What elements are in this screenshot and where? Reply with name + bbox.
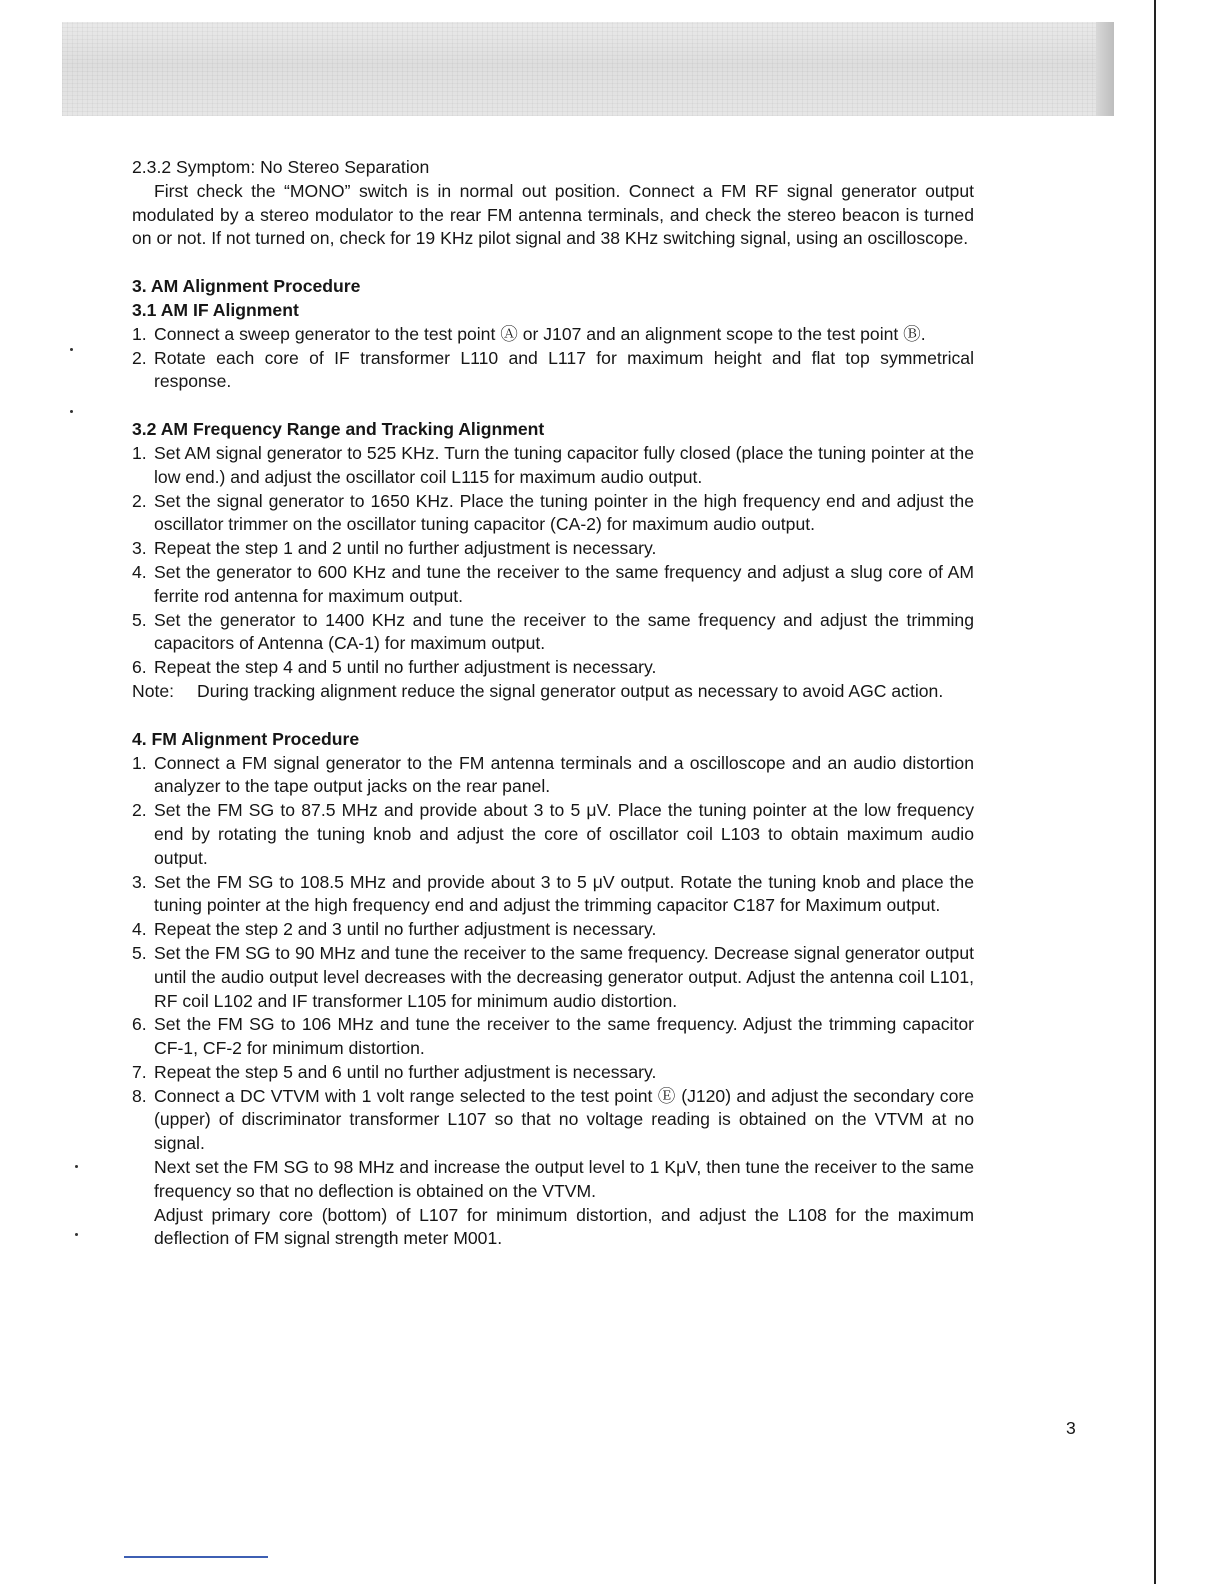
item-number: 2. bbox=[132, 490, 147, 511]
section-3 bbox=[132, 275, 974, 704]
note-label: Note: bbox=[132, 680, 175, 701]
list-item bbox=[132, 1061, 974, 1085]
procedure-list bbox=[132, 752, 974, 1252]
subsection-heading: 3.1 AM IF Alignment bbox=[132, 299, 299, 320]
item-text: Connect a FM signal generator to the FM antenna terminals and a oscilloscope and an audio distortion analyzer to the tape output jacks on the rear panel. bbox=[154, 752, 974, 797]
list-item bbox=[132, 656, 974, 680]
item-text: Repeat the step 4 and 5 until no further adjustment is necessary. bbox=[154, 657, 657, 678]
document-body bbox=[132, 156, 974, 1251]
item-continuation: Next set the FM SG to 98 MHz and increase the output level to 1 KμV, then tune the receiver to the same frequency so that no deflection is obtained on the VTVM. bbox=[154, 1157, 974, 1201]
item-number: 3. bbox=[132, 538, 147, 559]
item-text: Connect a sweep generator to the test point Ⓐ or J107 and an alignment scope to the test point Ⓑ. bbox=[154, 323, 926, 344]
section-4 bbox=[132, 728, 974, 1252]
item-text: Set the FM SG to 108.5 MHz and provide about 3 to 5 μV output. Rotate the tuning knob and place the tuning pointer at the high frequency end and adjust the trimming capacitor C187 for Maximum output. bbox=[154, 871, 974, 916]
item-number: 3. bbox=[132, 871, 147, 892]
item-text: Repeat the step 1 and 2 until no further adjustment is necessary. bbox=[154, 538, 657, 559]
item-text: Set the generator to 1400 KHz and tune the receiver to the same frequency and adjust the trimming capacitors of Antenna (CA-1) for maximum output. bbox=[154, 609, 974, 654]
list-item bbox=[132, 942, 974, 1013]
page-number: 3 bbox=[1066, 1418, 1076, 1438]
item-text: Rotate each core of IF transformer L110 and L117 for maximum height and flat top symmetrical response. bbox=[154, 347, 974, 392]
list-item bbox=[132, 1085, 974, 1252]
subsection-heading: 3.2 AM Frequency Range and Tracking Alignment bbox=[132, 419, 545, 440]
item-number: 4. bbox=[132, 561, 147, 582]
list-item bbox=[132, 1013, 974, 1061]
item-text: Set the FM SG to 87.5 MHz and provide about 3 to 5 μV. Place the tuning pointer at the low frequency end by rotating the tuning knob and adjust the core of oscillator coil L103 to obtain maximum audio output. bbox=[154, 800, 974, 868]
list-item bbox=[132, 752, 974, 800]
margin-dot bbox=[70, 410, 73, 413]
margin-dot bbox=[75, 1165, 78, 1168]
list-item bbox=[132, 537, 974, 561]
item-number: 6. bbox=[132, 657, 147, 678]
paragraph: First check the “MONO” switch is in normal out position. Connect a FM RF signal generator output modulated by a stereo modulator to the rear FM antenna terminals, and check the stereo beacon is turned on or not. If not turned on, check for 19 KHz pilot signal and 38 KHz switching signal, using an oscilloscope. bbox=[132, 180, 974, 249]
list-item bbox=[132, 799, 974, 870]
item-text: Set the generator to 600 KHz and tune the receiver to the same frequency and adjust a slug core of AM ferrite rod antenna for maximum output. bbox=[154, 561, 974, 606]
item-number: 2. bbox=[132, 800, 147, 821]
list-item bbox=[132, 561, 974, 609]
item-continuation: Adjust primary core (bottom) of L107 for minimum distortion, and adjust the L108 for the maximum deflection of FM signal strength meter M001. bbox=[154, 1204, 974, 1249]
page-edge-line bbox=[1154, 0, 1156, 1584]
item-number: 2. bbox=[132, 347, 147, 368]
section-heading: 4. FM Alignment Procedure bbox=[132, 728, 360, 749]
item-text: Set AM signal generator to 525 KHz. Turn the tuning capacitor fully closed (place the tuning pointer at the low end.) and adjust the oscillator coil L115 for maximum audio output. bbox=[154, 442, 974, 487]
item-text: Set the FM SG to 106 MHz and tune the receiver to the same frequency. Adjust the trimming capacitor CF-1, CF-2 for minimum distortion. bbox=[154, 1014, 974, 1059]
list-item bbox=[132, 323, 974, 347]
item-text: Connect a DC VTVM with 1 volt range selected to the test point Ⓔ (J120) and adjust the secondary core (upper) of discriminator transformer L107 so that no voltage reading is obtained on the VTVM at no signal. bbox=[154, 1085, 974, 1154]
item-text: Set the FM SG to 90 MHz and tune the receiver to the same frequency. Decrease signal generator output until the audio output level decreases with the decreasing generator output. Adjust the antenna coil L101, RF coil L102 and IF transformer L105 for minimum audio distortion. bbox=[154, 942, 974, 1011]
list-item bbox=[132, 918, 974, 942]
procedure-list bbox=[132, 323, 974, 394]
margin-dot bbox=[70, 348, 73, 351]
procedure-list bbox=[132, 442, 974, 680]
list-item bbox=[132, 609, 974, 657]
item-text: Repeat the step 2 and 3 until no further adjustment is necessary. bbox=[154, 919, 657, 940]
scan-header-band bbox=[62, 22, 1114, 116]
item-text: Set the signal generator to 1650 KHz. Place the tuning pointer in the high frequency end and adjust the oscillator trimmer on the oscillator tuning capacitor (CA-2) for maximum audio output. bbox=[154, 490, 974, 535]
list-item bbox=[132, 442, 974, 490]
item-text: Repeat the step 5 and 6 until no further adjustment is necessary. bbox=[154, 1061, 657, 1082]
item-number: 1. bbox=[132, 442, 147, 463]
item-number: 1. bbox=[132, 752, 147, 773]
list-item bbox=[132, 871, 974, 919]
item-number: 8. bbox=[132, 1085, 147, 1106]
scan-header-band-edge bbox=[1096, 22, 1114, 116]
list-item bbox=[132, 490, 974, 538]
list-item bbox=[132, 347, 974, 395]
item-number: 6. bbox=[132, 1014, 147, 1035]
section-heading: 3. AM Alignment Procedure bbox=[132, 276, 361, 297]
item-number: 7. bbox=[132, 1061, 147, 1082]
note bbox=[132, 680, 974, 704]
item-number: 5. bbox=[132, 942, 147, 963]
margin-dot bbox=[75, 1233, 78, 1236]
item-number: 5. bbox=[132, 609, 147, 630]
bottom-rule bbox=[124, 1556, 268, 1558]
section-2-3-2 bbox=[132, 156, 974, 251]
item-number: 4. bbox=[132, 919, 147, 940]
note-text: During tracking alignment reduce the signal generator output as necessary to avoid AGC action. bbox=[197, 680, 944, 701]
section-heading: 2.3.2 Symptom: No Stereo Separation bbox=[132, 157, 430, 177]
item-number: 1. bbox=[132, 323, 147, 344]
